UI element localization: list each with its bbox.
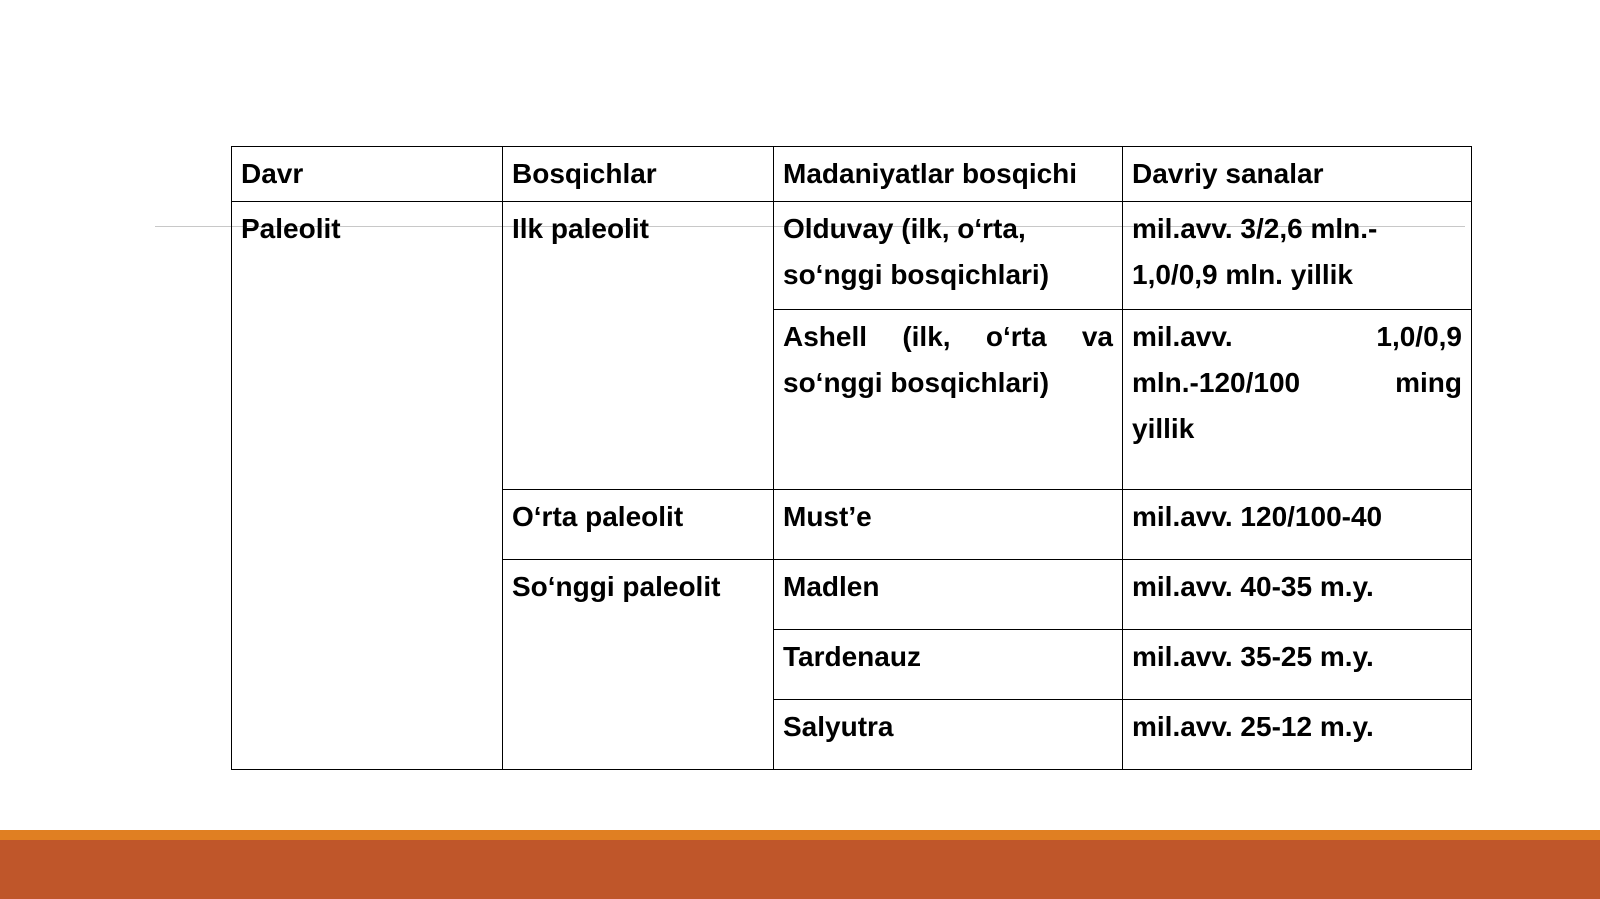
footer-bar [0,840,1600,899]
culture-cell: Tardenauz [774,630,1123,700]
date-cell: mil.avv. 25-12 m.y. [1123,700,1472,770]
culture-line: so‘nggi bosqichlari) [783,367,1050,398]
culture-line: Ashell (ilk, o‘rta va [783,321,1113,352]
culture-cell [774,310,1123,490]
table-header-row [232,147,1472,202]
date-line: mil.avv. 1,0/0,9 [1132,321,1462,352]
culture-line: so‘nggi bosqichlari) [783,259,1050,290]
date-line: 1,0/0,9 mln. yillik [1132,259,1354,290]
date-cell: mil.avv. 120/100-40 [1123,490,1472,560]
header-davriy-sanalar: Davriy sanalar [1123,147,1472,202]
date-cell [1123,202,1472,310]
culture-cell: Madlen [774,560,1123,630]
culture-cell [774,202,1123,310]
table-row [232,202,1472,310]
date-cell [1123,310,1472,490]
stage-cell-early: Ilk paleolit [503,202,774,490]
paleolithic-periods-table [231,146,1472,770]
date-line: yillik [1132,413,1195,444]
period-cell: Paleolit [232,202,503,770]
stage-cell-middle: O‘rta paleolit [503,490,774,560]
date-cell: mil.avv. 35-25 m.y. [1123,630,1472,700]
header-bosqichlar: Bosqichlar [503,147,774,202]
header-madaniyatlar: Madaniyatlar bosqichi [774,147,1123,202]
culture-cell: Must’e [774,490,1123,560]
culture-line: Olduvay (ilk, o‘rta, [783,213,1026,244]
date-cell: mil.avv. 40-35 m.y. [1123,560,1472,630]
date-line: mln.-120/100 ming [1132,367,1462,398]
stage-cell-late: So‘nggi paleolit [503,560,774,770]
footer-accent-stripe [0,830,1600,840]
header-davr: Davr [232,147,503,202]
culture-cell: Salyutra [774,700,1123,770]
date-line: mil.avv. 3/2,6 mln.- [1132,213,1378,244]
